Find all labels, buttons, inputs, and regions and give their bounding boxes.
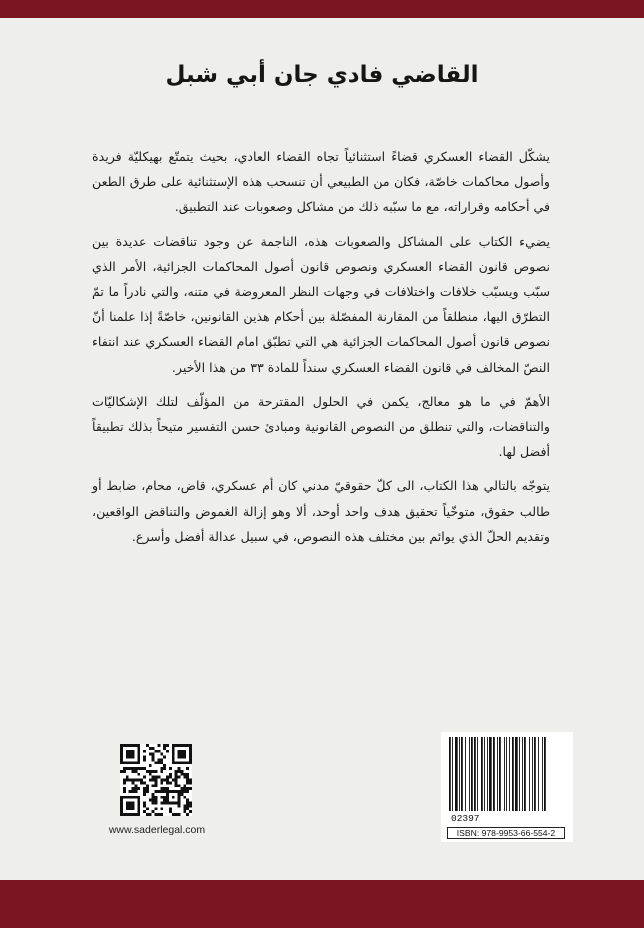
blurb-paragraph-3: الأهمّ في ما هو معالج، يكمن في الحلول المقترحة من المؤلّف لتلك الإشكاليّات والتناقضات، والتي تنطلق من النصوص القانونية ومبادئ حسن التفسير متيحاً بذلك تطبيقاً أفضل لها.	[92, 393, 550, 460]
back-cover-blurb	[92, 144, 550, 558]
isbn-label: ISBN: 978-9953-66-554-2	[447, 827, 565, 839]
barcode-block	[441, 732, 573, 842]
blurb-paragraph-1: يشكّل القضاء العسكري قضاءً استثنائياً تجاه القضاء العادي، بحيث يتمتّع بهيكليّة فريدة وأصول محاكمات خاصّة، فكان من الطبيعي أن تنسحب هذه الإستثنائية على طرق الطعن في أحكامه وقراراته، مع ما سبّبه ذلك من مشاكل وصعوبات عند التطبيق.	[92, 149, 550, 215]
qr-code	[120, 744, 192, 816]
bottom-color-band	[0, 880, 644, 928]
top-color-band	[0, 0, 644, 18]
barcode	[447, 737, 567, 811]
publisher-website: www.saderlegal.com	[108, 824, 206, 836]
blurb-paragraph-4: يتوجّه بالتالي هذا الكتاب، الى كلّ حقوقيّ مدني كان أم عسكري، قاض، محام، ضابط أو طالب حقوق، متوخّياً تحقيق هدف واحد أوحد، ألا وهو إزالة الغموض والتناقض الواقعين، وتقديم الحلّ الذي يوائم بين مختلف هذه النصوص، في سبيل عدالة أفضل وأسرع.	[92, 478, 550, 544]
author-name: القاضي فادي جان أبي شبل	[165, 62, 479, 88]
blurb-paragraph-2: يضيء الكتاب على المشاكل والصعوبات هذه، الناجمة عن وجود تناقضات عديدة بين نصوص قانون القضاء العسكري ونصوص قانون أصول المحاكمات الجزائية، الأمر الذي سبّب ويسبّب خلافات واختلافات في وجهات النظر المعروضة في متنه، والتي نادراً ما تمّ التطرّق اليها، منطلقاً من المقارنة المفصّلة بين أحكام هذين القانونين، خاصّةً إذا علمنا أنّ نصوص قانون أصول المحاكمات الجزائية هي التي تطبّق امام القضاء العسكري عند انتفاء النصّ المخالف في قانون القضاء العسكري سنداً للمادة ٣٣ من هذا الأخير.	[92, 233, 550, 375]
barcode-number: 02397	[451, 813, 480, 824]
